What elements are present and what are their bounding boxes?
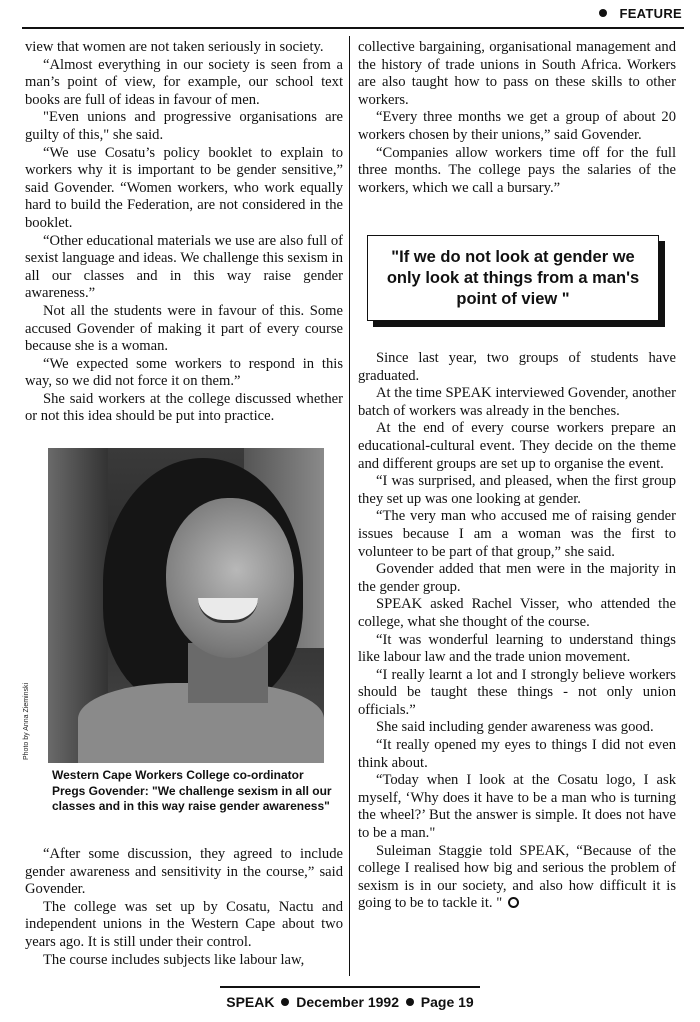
bullet-icon <box>406 998 414 1006</box>
end-mark-icon <box>508 897 519 908</box>
paragraph: “Today when I look at the Cosatu logo, I ask myself, ‘Why does it have to be a man who is turning the wheel?’ But the answer is simple. It does not have to be a man." <box>358 772 676 842</box>
page-number: Page 19 <box>420 994 474 1010</box>
bullet-icon <box>599 9 607 17</box>
paragraph: Since last year, two groups of students have graduated. <box>358 350 676 384</box>
paragraph: She said workers at the college discussed whether or not this idea should be put into practice. <box>25 390 343 425</box>
paragraph: view that women are not taken seriously in society. <box>25 39 324 55</box>
paragraph: “Every three months we get a group of about 20 workers chosen by their unions,” said Govender. <box>358 109 676 143</box>
pull-quote-text: "If we do not look at gender we only look at things from a man's point of view " <box>386 247 640 308</box>
paragraph: “I really learnt a lot and I strongly believe workers should be taught these things - not only union officials.” <box>358 666 676 718</box>
paragraph: collective bargaining, organisational management and the history of trade unions in South Africa. Workers are also taught how to pass on these skills to other workers. <box>358 39 676 108</box>
paragraph: At the time SPEAK interviewed Govender, another batch of workers was already in the benches. <box>358 385 676 419</box>
paragraph: The course includes subjects like labour law, <box>43 951 305 968</box>
left-column-bottom <box>25 846 343 969</box>
paragraph: “It really opened my eyes to things I did not even think about. <box>358 737 676 771</box>
right-column-top <box>358 39 676 197</box>
paragraph: Govender added that men were in the majority in the gender group. <box>358 561 676 595</box>
page-footer <box>0 994 700 1010</box>
paragraph-text: Suleiman Staggie told SPEAK, “Because of the college I realised how big and serious the problem of sexism is in our society, and also how difficult it is going to be to tackle it. " <box>358 842 676 912</box>
paragraph: “Other educational materials we use are also full of sexist language and ideas. We challenge this sexism in all our classes and in this way raise gender awareness.” <box>25 232 343 302</box>
paragraph: “I was surprised, and pleased, when the first group they set up was one looking at gender. <box>358 473 676 507</box>
photo-caption: Western Cape Workers College co-ordinator Pregs Govender: "We challenge sexism in all our classes and in this way raise gender awareness" <box>52 768 332 813</box>
left-column-top <box>25 39 343 426</box>
right-column-bottom <box>358 350 676 913</box>
paragraph: SPEAK asked Rachel Visser, who attended the college, what she thought of the course. <box>358 596 676 630</box>
issue-date: December 1992 <box>296 994 400 1010</box>
section-label <box>599 6 682 21</box>
publication-name: SPEAK <box>226 994 275 1010</box>
paragraph: “The very man who accused me of raising gender issues because I am a woman was the first to volunteer to be part of that group,” she said. <box>358 508 676 560</box>
paragraph: “Almost everything in our society is seen from a man’s point of view, for example, our school text books are full of ideas in favour of men. <box>25 56 343 108</box>
paragraph: She said including gender awareness was good. <box>376 719 654 736</box>
pull-quote <box>367 235 659 321</box>
paragraph: “We expected some workers to respond in this way, so we did not force it on them.” <box>25 355 343 390</box>
paragraph: Not all the students were in favour of this. Some accused Govender of making it part of every course because she is a woman. <box>25 302 343 355</box>
portrait-photo <box>48 448 324 763</box>
paragraph: “It was wonderful learning to understand things like labour law and the trade union movement. <box>358 631 676 666</box>
paragraph: "Even unions and progressive organisations are guilty of this," she said. <box>25 109 343 143</box>
last-paragraph <box>358 843 676 913</box>
bullet-icon <box>281 998 289 1006</box>
paragraph: At the end of every course workers prepare an educational-cultural event. They decide on the theme and different groups are set up to organise the event. <box>358 420 676 472</box>
paragraph: “We use Cosatu’s policy booklet to explain to workers why it is important to be gender sensitive,” said Govender. “Women workers, who work equally hard to build the Federation, are not considered in the booklet. <box>25 144 343 231</box>
column-divider <box>349 36 350 976</box>
section-name: FEATURE <box>619 6 682 21</box>
photo-credit: Photo by Anna Zieminski <box>23 682 30 760</box>
footer-rule <box>220 986 480 988</box>
paragraph: “After some discussion, they agreed to include gender awareness and sensitivity in the course,” said Govender. <box>25 846 343 898</box>
page-header <box>0 0 700 28</box>
header-rule <box>22 27 684 29</box>
paragraph: The college was set up by Cosatu, Nactu and independent unions in the Western Cape about two years ago. It is still under their control. <box>25 898 343 950</box>
paragraph: “Companies allow workers time off for the full three months. The college pays the salaries of the workers, which we call a bursary.” <box>358 144 676 196</box>
